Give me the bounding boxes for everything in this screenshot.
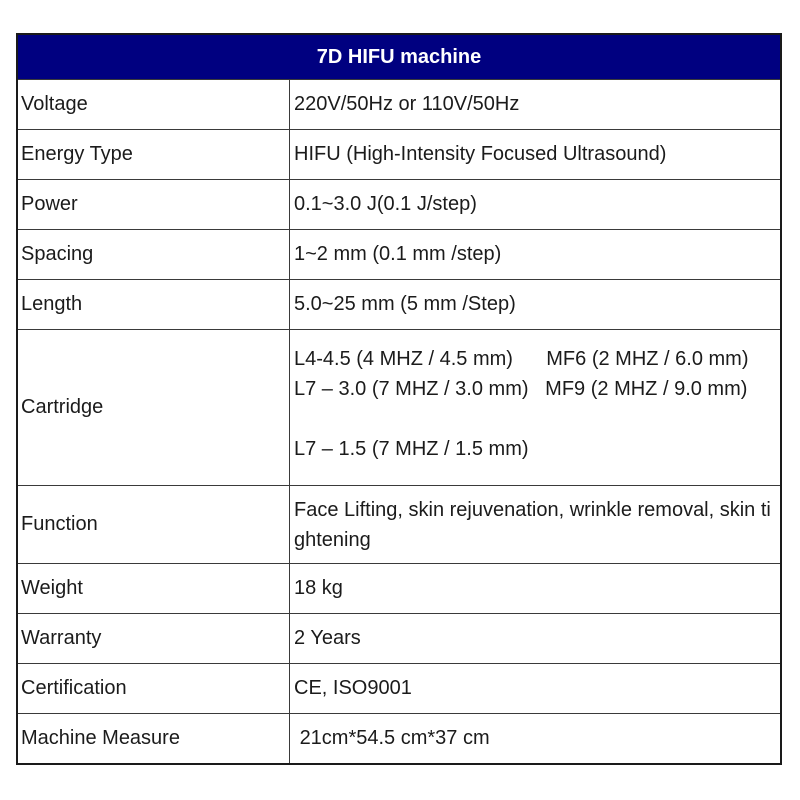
spec-label: Length xyxy=(18,280,290,329)
spec-row-spacing xyxy=(18,229,780,279)
spec-row-voltage xyxy=(18,79,780,129)
spec-row-length xyxy=(18,279,780,329)
spec-label: Machine Measure xyxy=(18,714,290,763)
spec-value: 0.1~3.0 J(0.1 J/step) xyxy=(294,193,477,215)
cartridge-line: L4-4.5 (4 MHZ / 4.5 mm) MF6 (2 MHZ / 6.0 mm) xyxy=(294,348,749,370)
spec-label: Certification xyxy=(18,664,290,713)
spec-value: CE, ISO9001 xyxy=(294,677,412,699)
spec-value: 21cm*54.5 cm*37 cm xyxy=(294,727,490,749)
spec-label: Voltage xyxy=(18,80,290,129)
spec-label: Cartridge xyxy=(18,330,290,485)
spec-table xyxy=(16,33,782,765)
spec-value xyxy=(290,330,780,485)
spec-value: Face Lifting, skin rejuvenation, wrinkle removal, skin tightening xyxy=(294,498,771,551)
spec-value: 18 kg xyxy=(294,577,343,599)
spec-value: HIFU (High-Intensity Focused Ultrasound) xyxy=(294,143,667,165)
spec-label: Weight xyxy=(18,564,290,613)
spec-value: 220V/50Hz or 110V/50Hz xyxy=(294,93,520,115)
spec-label: Function xyxy=(18,486,290,563)
spec-row-warranty xyxy=(18,613,780,663)
spec-row-certification xyxy=(18,663,780,713)
spec-value: 1~2 mm (0.1 mm /step) xyxy=(294,243,502,265)
table-title: 7D HIFU machine xyxy=(316,45,482,68)
spec-label: Power xyxy=(18,180,290,229)
spec-value: 5.0~25 mm (5 mm /Step) xyxy=(294,293,516,315)
spec-value: 2 Years xyxy=(294,627,361,649)
spec-row-cartridge xyxy=(18,329,780,485)
spec-row-power xyxy=(18,179,780,229)
spec-row-function xyxy=(18,485,780,563)
spec-row-weight xyxy=(18,563,780,613)
spec-label: Energy Type xyxy=(18,130,290,179)
spec-row-energy-type xyxy=(18,129,780,179)
cartridge-line: L7 – 1.5 (7 MHZ / 1.5 mm) xyxy=(294,438,529,460)
spec-row-machine-measure xyxy=(18,713,780,763)
spec-label: Warranty xyxy=(18,614,290,663)
cartridge-line: L7 – 3.0 (7 MHZ / 3.0 mm) MF9 (2 MHZ / 9.0 mm) xyxy=(294,378,748,400)
spec-label: Spacing xyxy=(18,230,290,279)
table-title-bar xyxy=(18,35,780,79)
